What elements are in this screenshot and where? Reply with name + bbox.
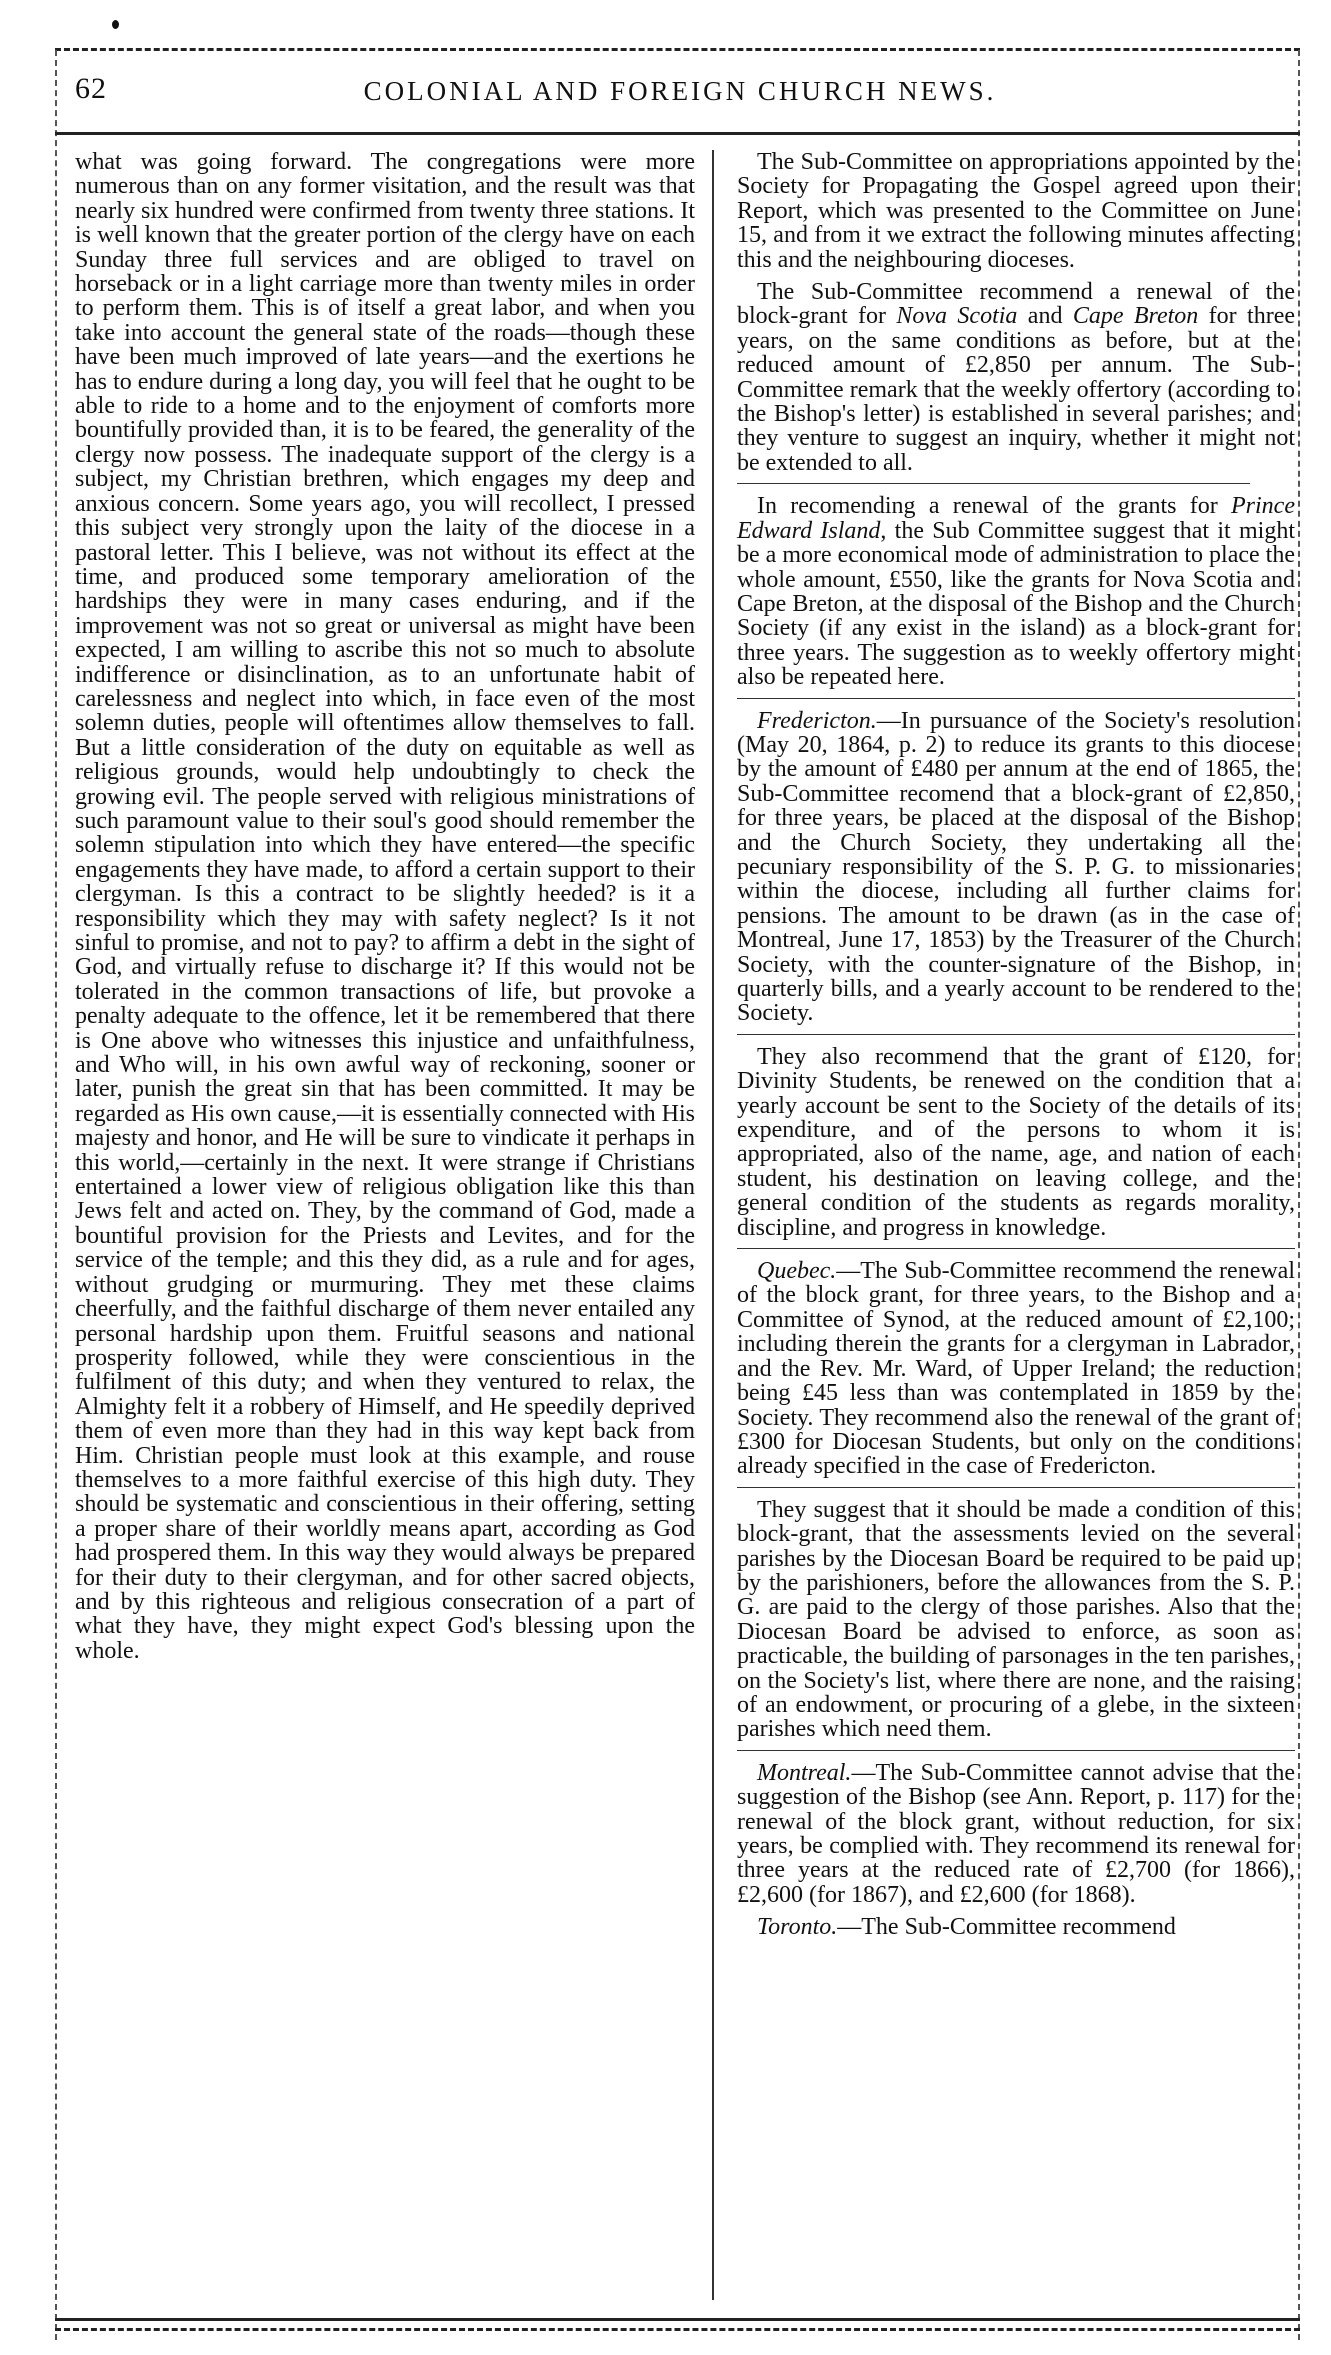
right-border [1298,50,1300,2340]
page-number: 62 [75,72,107,105]
section-rule [737,1034,1295,1035]
place-quebec: Quebec. [757,1258,837,1285]
right-column [737,150,1295,1948]
nova-scotia-text-b: and [1017,303,1073,330]
running-title: COLONIAL AND FOREIGN CHURCH NEWS. [363,76,997,106]
toronto-text: —The Sub-Committee recommend [837,1914,1176,1941]
pei-text-a: In recomending a renewal of the grants for [757,493,1232,520]
toronto-paragraph [737,1915,1295,1939]
fredericton-paragraph [737,709,1295,1026]
section-rule [737,1487,1295,1488]
place-cape-breton: Cape Breton [1072,303,1199,330]
left-column [75,150,695,1671]
section-rule [737,1750,1295,1751]
pei-paragraph [737,494,1295,689]
bottom-rule [55,2318,1300,2321]
nova-scotia-paragraph [737,280,1295,475]
header-rule [55,132,1300,135]
quebec-text: —The Sub-Committee recommend the renewal of the block grant, for three years, to the Bishop and a Committee of Synod, at the reduced amount of £2,100; including therein the grants for a clergyman in Labrador, and the Rev. Mr. Ward, of Upper Ireland; the reduction being £45 less than was contemplated in 1859 by the Society. They recommend also the renewal of the grant of £300 for Diocesan Students, but only on the conditions already specified in the case of Fredericton. [737,1258,1295,1480]
place-fredericton: Fredericton. [757,707,877,734]
bottom-border [55,2328,1300,2331]
place-prince-edward-island: Prince Edward Island [737,493,1295,544]
ink-speck [112,20,119,29]
left-column-text: what was going forward. The congregations were more numerous than on any former visitation, and the result was that nearly six hundred were confirmed from twenty three stations. It is well known that the greater portion of the clergy have on each Sunday three full services and are obliged to travel on horseback or in a light carriage more than twenty miles in order to perform them. This is of itself a great labor, and when you take into account the general state of the roads—though these have been much improved of late years—and the exertions he has to endure during a long day, you will feel that he ought to be able to ride to a home and to the enjoyment of comforts more bountifully provided than, it is to be feared, the generality of the clergy now possess. The inadequate support of the clergy is a subject, my Christian brethren, which engages my deep and anxious concern. Some years ago, you will recollect, I pressed this subject very strongly upon the laity of the diocese in a pastoral letter. This I believe, was not without its effect at the time, and produced some temporary amelioration of the hardships they were in many cases enduring, and if the improvement was not so great or universal as might have been expected, I am willing to ascribe this not so much to absolute indifference or disinclination, as to an unfortunate habit of carelessness and neglect into which, in face even of the most solemn duties, people will oftentimes allow themselves to fall. But a little consideration of the duty on equitable as well as religious grounds, would help undoubtingly to check the growing evil. The people served with religious ministrations of such paramount value to their soul's good should remember the solemn stipulation into which they have entered—the specific engagements they have made, to afford a certain support to their clergyman. Is this a contract to be slightly heeded? is it a responsibility which they may with safety neglect? Is it not sinful to promise, and not to pay? to affirm a debt in the sight of God, and virtually refuse to discharge it? If this would not be tolerated in the common transactions of life, but provoke a penalty adequate to the offence, let it be remembered that there is One above who witnesses this injustice and unfaithfulness, and Who will, in his own awful way of reckoning, sooner or later, punish the great sin that has been committed. It may be regarded as His own cause,—it is essentially connected with His majesty and honor, and He will be sure to vindicate it perhaps in this world,—certainly in the next. It were strange if Christians entertained a lower view of religious obligation like this than Jews felt and acted on. They, by the command of God, made a bountiful provision for the Priests and Levites, and for the service of the temple; and this they did, as a rule and for ages, without grudging or murmuring. They met these claims cheerfully, and the faithful discharge of them never entailed any personal hardship upon them. Fruitful seasons and national prosperity followed, while they were conscientious in the fulfilment of this duty; and when they ventured to relax, the Almighty felt it a robbery of Himself, and He speedily deprived them of even more than they had in this way kept back from Him. Christian people must look at this example, and rouse themselves to a more faithful exercise of this high duty. They should be systematic and conscientious in their offering, setting a proper share of their worldly means apart, according as God had prospered them. In this way they would always be prepared for their duty to their clergyman, and for other sacred objects, and by this righteous and religious consecration of a part of what they have, they might expect God's blessing upon the whole. [75,149,695,1664]
section-rule [737,698,1295,699]
montreal-paragraph [737,1761,1295,1907]
left-border [55,50,57,2340]
divinity-students-paragraph: They also recommend that the grant of £120, for Divinity Students, be renewed on the condition that a yearly account be sent to the Society of the details of its expenditure, and of the persons to whom it is appropriated, also of the name, age, and nation of each student, his destination on leaving college, and the general condition of the students as regards morality, discipline, and progress in knowledge. [737,1043,1295,1241]
place-nova-scotia: Nova Scotia [896,303,1018,330]
nova-scotia-text-a: The Sub-Committee recommend a renewal of the block-grant for [737,279,1295,330]
pei-text-b: , the Sub Committee suggest that it might be a more economical mode of administration to place the whole amount, £550, like the grants for Nova Scotia and Cape Breton, at the disposal of the Bishop and the Church Society (if any exist in the island) as a block-grant for three years. The suggestion as to weekly offertory might also be repeated here. [737,517,1295,691]
fredericton-text: —In pursuance of the Society's resolution (May 20, 1864, p. 2) to reduce its grants to this diocese by the amount of £480 per annum at the end of 1865, the Sub-Committee recomend that a block-grant of £2,850, for three years, be placed at the disposal of the Bishop and the Church Society, they undertaking all the pecuniary responsibility of the S. P. G. to missionaries within the diocese, including all further claims for pensions. The amount to be drawn (as in the case of Montreal, June 17, 1853) by the Treasurer of the Church Society, with the counter-signature of the Bishop, in quarterly bills, and a yearly account to be rendered to the Society. [737,707,1295,1027]
parsonages-paragraph: They suggest that it should be made a condition of this block-grant, that the assessments levied on the several parishes by the Diocesan Board be required to be paid up by the parishioners, before the allowances from the S. P. G. are paid to the clergy of those parishes. Also that the Diocesan Board be advised to enforce, as soon as practicable, the building of parsonages in the ten parishes, on the Society's list, where there are none, and the raising of an endowment, or procuring of a glebe, in the sixteen parishes which need them. [737,1496,1295,1743]
nova-scotia-text-c: for three years, on the same conditions as before, but at the reduced amount of £2,850 per annum. The Sub-Committee remark that the weekly offertory (according to the Bishop's letter) is established in several parishes; and they venture to suggest an inquiry, whether it might not be extended to all. [737,303,1296,476]
appropriations-intro: The Sub-Committee on appropriations appointed by the Society for Propagating the Gospel agreed upon their Report, which was presented to the Committee on June 15, and from it we extract the following minutes affecting this and the neighbouring dioceses. [737,149,1295,273]
page-header [75,72,1285,122]
quebec-paragraph [737,1259,1295,1479]
section-rule [737,483,1250,484]
column-divider [712,150,714,2300]
section-rule [737,1248,1295,1249]
top-border [55,48,1300,51]
place-montreal: Montreal. [757,1759,852,1786]
place-toronto: Toronto. [757,1914,838,1941]
montreal-text: —The Sub-Committee cannot advise that the suggestion of the Bishop (see Ann. Report, p. 117) for the renewal of the block grant, without reduction, for six years, be complied with. They recommend its renewal for three years at the reduced rate of £2,700 (for 1866), £2,600 (for 1867), and £2,600 (for 1868). [737,1759,1295,1908]
